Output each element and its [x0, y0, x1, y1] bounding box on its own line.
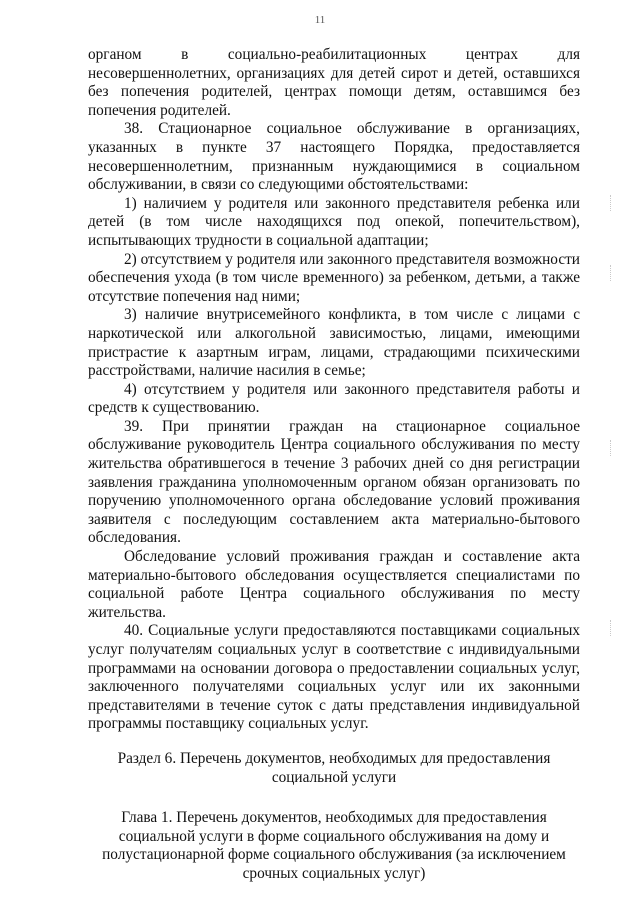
- page-number: 11: [314, 14, 326, 26]
- paragraph-item-38: 38. Стационарное социальное обслуживание в организациях, указанных в пункте 37 настоящего Порядка, предоставляется несовершеннолетним, признанным нуждающимися в социальном обслуживании, в связи со следующими обстоятельствами:: [88, 120, 580, 194]
- paragraph-inspection: Обследование условий проживания граждан и составление акта материально-бытового обследования осуществляется специалистами по социальной работе Центра социального обслуживания по месту жительства.: [88, 548, 580, 621]
- paragraph-subitem-2: 2) отсутствием у родителя или законного представителя возможности обеспечения ухода (в том числе временного) за ребенком, детьми, а также отсутствие попечения над ними;: [88, 250, 580, 305]
- scan-artifact: [610, 620, 612, 636]
- paragraph-subitem-1: 1) наличием у родителя или законного представителя ребенка или детей (в том числе находящихся под опекой, попечительством), испытывающих трудности в социальной адаптации;: [88, 194, 580, 249]
- paragraph-subitem-3: 3) наличие внутрисемейного конфликта, в том числе с лицами с наркотической или алкогольной зависимостью, лицами, имеющими пристрастие к азартным играм, лицами, страдающими психическими расстройствами, наличие насилия в семье;: [88, 306, 580, 380]
- chapter-heading: Глава 1. Перечень документов, необходимых для предоставления социальной услуги в форме социального обслуживания на дому и полустационарной форме социального обслуживания (за исключением срочных социальных услуг): [102, 809, 566, 882]
- paragraph-continuation: органом в социально-реабилитационных центрах для несовершеннолетних, организациях для детей сирот и детей, оставшихся без попечения родителей, центрах помощи детям, оставшимся без попечения родителей.: [88, 46, 580, 119]
- section-heading: Раздел 6. Перечень документов, необходимых для предоставления социальной услуги: [117, 749, 551, 786]
- paragraph-item-40: 40. Социальные услуги предоставляются поставщиками социальных услуг получателям социальных услуг в соответствие с индивидуальными программами на основании договора о предоставлении социальных услуг, заключенного получателями социальных услуг или их законными представителями в течение суток с даты представления индивидуальной программы поставщику социальных услуг.: [88, 622, 580, 733]
- paragraph-subitem-4: 4) отсутствием у родителя или законного представителя работы и средств к существованию.: [88, 380, 580, 417]
- scan-artifact: [610, 265, 612, 281]
- scan-artifact: [610, 440, 612, 456]
- document-body: [88, 46, 580, 884]
- paragraph-item-39: 39. При принятии граждан на стационарное социальное обслуживание руководитель Центра социального обслуживания по месту жительства обратившегося в течение 3 рабочих дней со дня регистрации заявления гражданина уполномоченным органом обязан организовать по поручению уполномоченного органа обследование условий проживания заявителя с последующим составлением акта материально-бытового обследования.: [88, 417, 580, 547]
- scan-artifact: [610, 195, 612, 211]
